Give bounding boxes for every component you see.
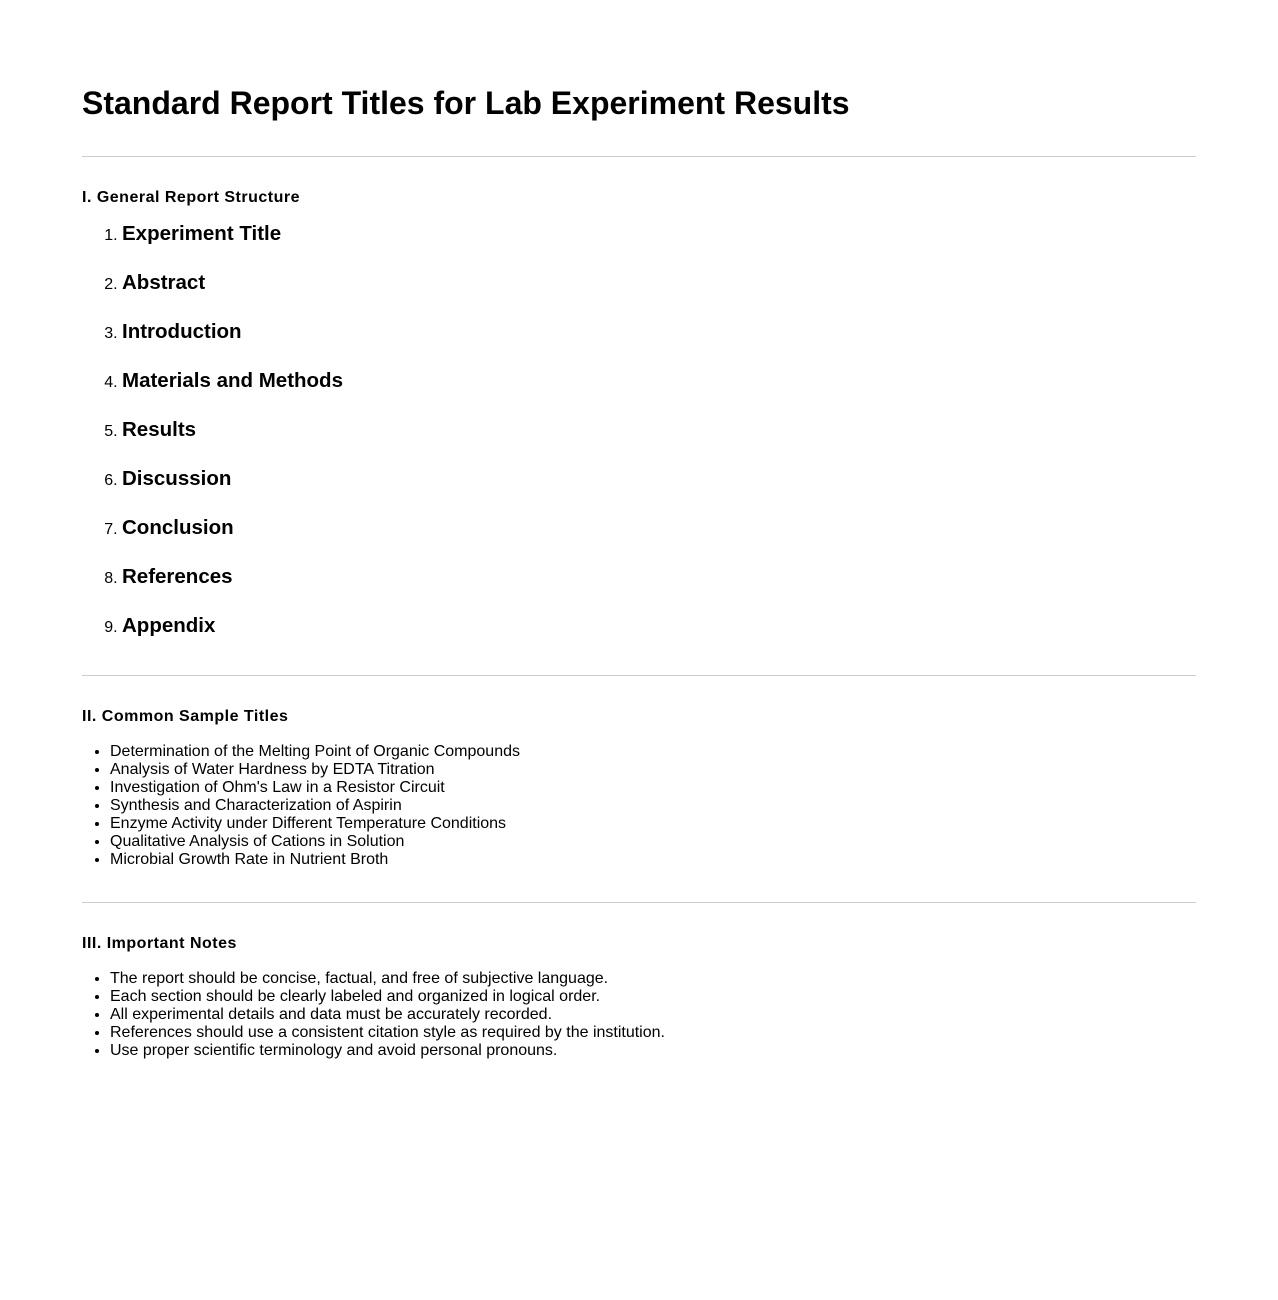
page-title: Standard Report Titles for Lab Experiment Results [82, 85, 850, 121]
list-item: • Microbial Growth Rate in Nutrient Broth [110, 851, 1196, 869]
divider [82, 902, 1196, 903]
structure-item-title: Discussion [122, 467, 232, 490]
list-item: • All experimental details and data must be accurately recorded. [110, 1006, 1196, 1024]
structure-item-title: Results [122, 418, 197, 441]
list-item: • Qualitative Analysis of Cations in Solution [110, 833, 1196, 851]
list-item: • Investigation of Ohm's Law in a Resistor Circuit [110, 779, 1196, 797]
section-heading: III. Important Notes [82, 935, 237, 952]
structure-item [122, 467, 1196, 516]
structure-item-title: Introduction [122, 320, 242, 343]
structure-list [82, 222, 1196, 663]
list-item: • Use proper scientific terminology and avoid personal pronouns. [110, 1042, 1196, 1060]
general-structure-section [82, 188, 1196, 663]
structure-item [122, 271, 1196, 320]
list-item: • The report should be concise, factual, and free of subjective language. [110, 970, 1196, 988]
structure-item [122, 565, 1196, 614]
structure-item [122, 516, 1196, 565]
structure-item-title: Abstract [122, 271, 206, 294]
list-item: • Determination of the Melting Point of Organic Compounds [110, 743, 1196, 761]
sample-titles-list [82, 743, 1196, 869]
list-item: • References should use a consistent citation style as required by the institution. [110, 1024, 1196, 1042]
structure-item [122, 320, 1196, 369]
structure-item-title: Experiment Title [122, 222, 282, 245]
structure-item-title: Conclusion [122, 516, 234, 539]
structure-item-title: Materials and Methods [122, 369, 343, 392]
sample-titles-section [82, 707, 1196, 869]
section-heading: II. Common Sample Titles [82, 708, 289, 725]
list-item: • Each section should be clearly labeled and organized in logical order. [110, 988, 1196, 1006]
section-heading: I. General Report Structure [82, 189, 300, 206]
notes-list [82, 970, 1196, 1060]
list-item: • Analysis of Water Hardness by EDTA Titration [110, 761, 1196, 779]
structure-item-title: Appendix [122, 614, 216, 637]
structure-item [122, 418, 1196, 467]
important-notes-section [82, 934, 1196, 1060]
structure-item-title: References [122, 565, 233, 588]
list-item: • Enzyme Activity under Different Temperature Conditions [110, 815, 1196, 833]
structure-item [122, 369, 1196, 418]
divider [82, 156, 1196, 157]
list-item: • Synthesis and Characterization of Aspirin [110, 797, 1196, 815]
structure-item [122, 614, 1196, 663]
structure-item [122, 222, 1196, 271]
divider [82, 675, 1196, 676]
document-page [82, 0, 1196, 1060]
